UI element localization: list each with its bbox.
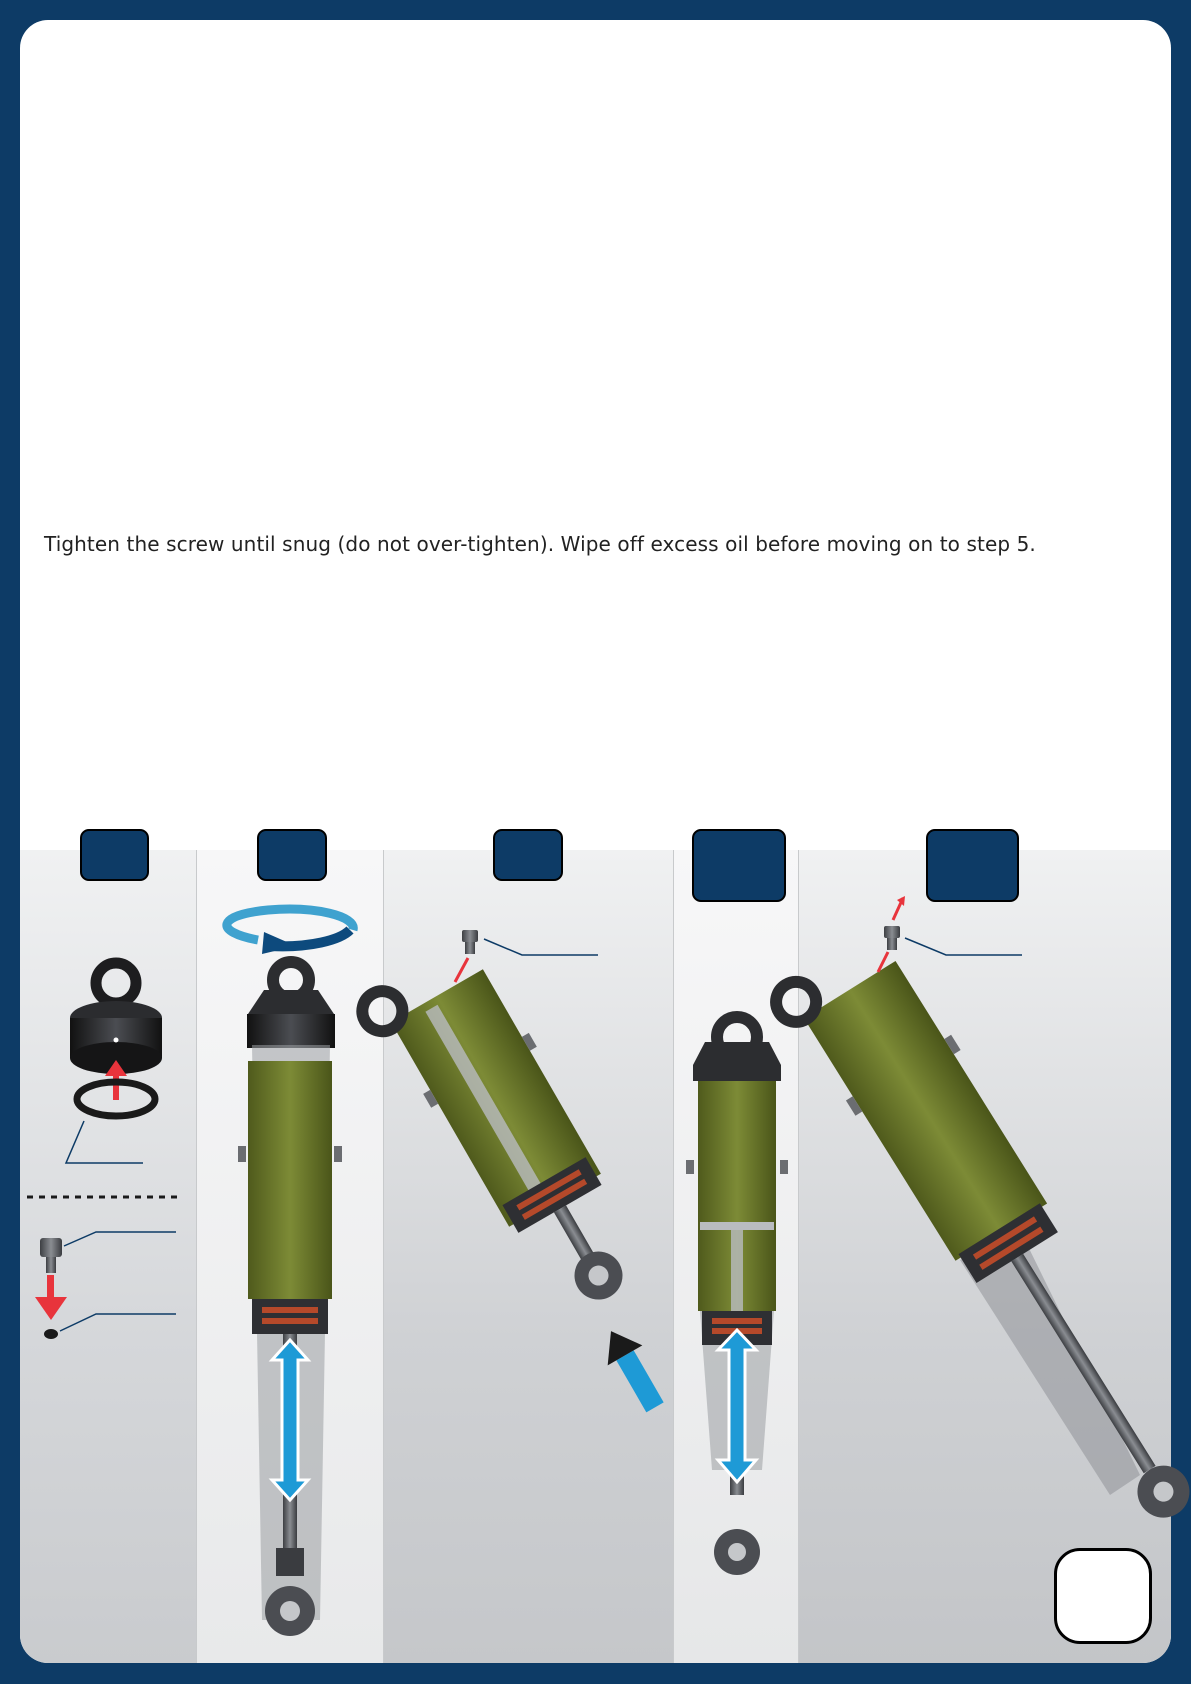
- washer-icon: [44, 1329, 58, 1339]
- step-instruction-text: Tighten the screw until snug (do not over-tighten). Wipe off excess oil before moving on to step 5.: [44, 532, 1036, 556]
- oring-callout-line: [66, 1121, 143, 1163]
- shock-body-b: [248, 1061, 332, 1299]
- step-d-art: [686, 1017, 788, 1575]
- step-a-art: [27, 963, 180, 1339]
- reservoir-cap-icon: [70, 963, 162, 1074]
- screw-icon: [462, 930, 478, 954]
- pump-arrow-icon: [594, 1321, 673, 1417]
- step-b-art: [227, 909, 353, 1636]
- screw-icon: [884, 926, 900, 950]
- down-arrow-icon: [47, 1275, 54, 1299]
- screw-icon: [40, 1238, 62, 1273]
- step-e-art: [769, 896, 1191, 1552]
- step-c-art: [355, 930, 672, 1417]
- rotate-arrow-icon: [227, 909, 353, 954]
